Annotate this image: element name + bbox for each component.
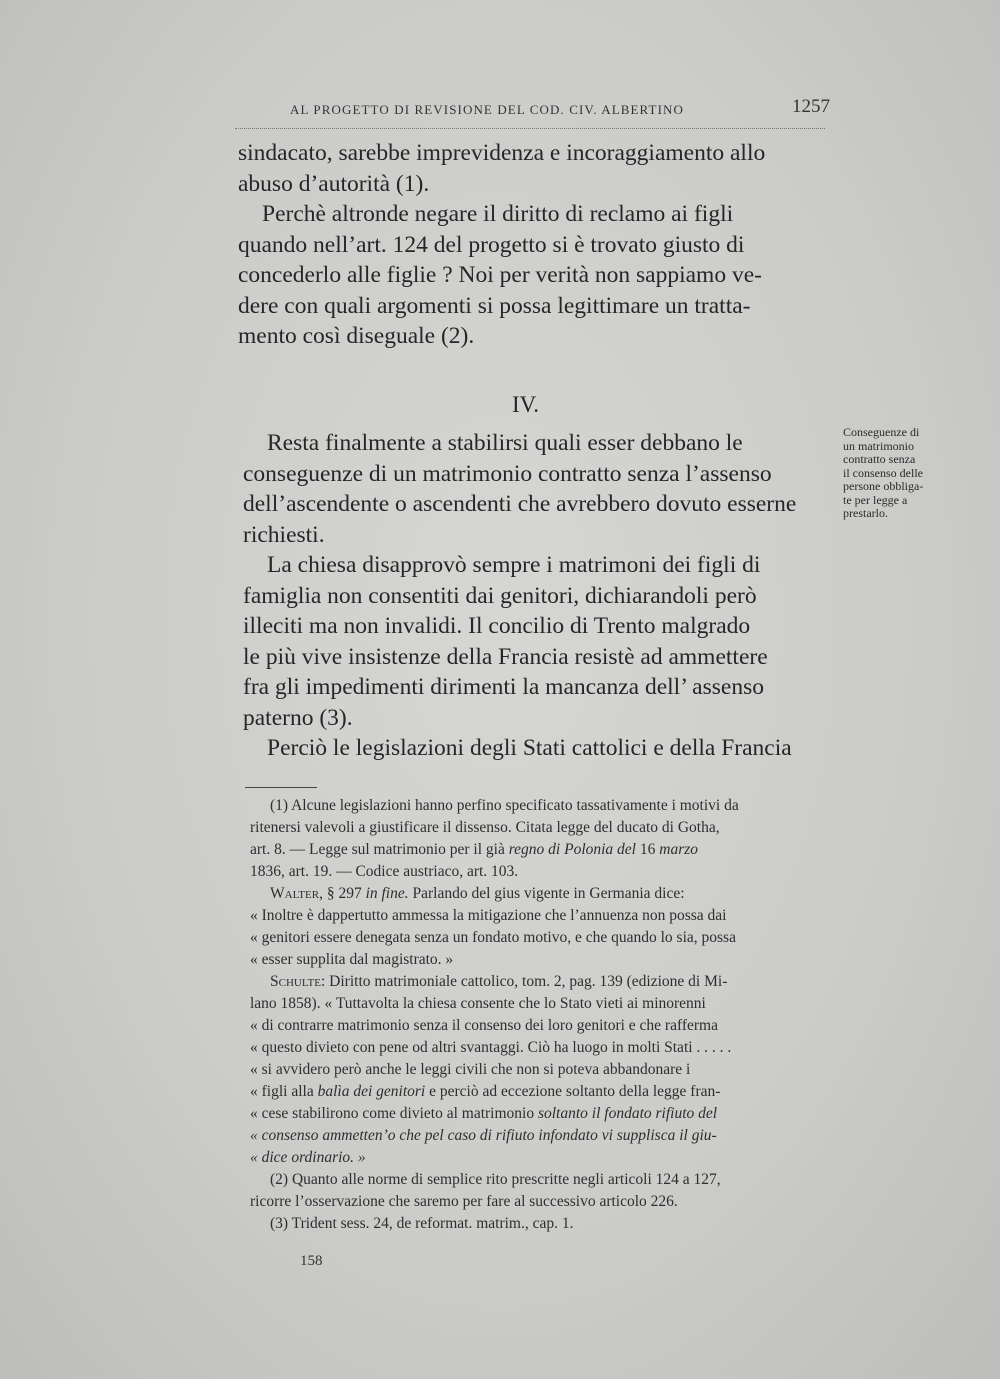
text-line: conseguenze di un matrimonio contratto senza l’assenso — [243, 460, 772, 487]
margin-note-line: Conseguenze di — [843, 425, 920, 439]
body-text-bottom — [243, 428, 838, 764]
footnote-line: (1) Alcune legislazioni hanno perfino specificato tassativamente i motivi da — [270, 797, 739, 814]
footnote-line: « di contrarre matrimonio senza il consenso dei loro genitori e che rafferma — [250, 1017, 718, 1034]
signature-folio: 158 — [300, 1253, 323, 1269]
footnote-line: « consenso ammetten’o che pel caso di rifiuto infondato vi supplisca il giu- — [250, 1127, 717, 1144]
text-line: fra gli impedimenti dirimenti la mancanza dell’ assenso — [243, 674, 764, 700]
section-heading: IV. — [512, 392, 540, 417]
footnote-line: « cese stabilirono come divieto al matrimonio soltanto il fondato rifiuto del — [250, 1105, 718, 1122]
margin-note-line: contratto senza — [843, 452, 916, 466]
text-line: quando nell’art. 124 del progetto si è trovato giusto di — [238, 231, 745, 258]
text-line: Perciò le legislazioni degli Stati cattolici e della Francia — [267, 735, 792, 761]
footnote-rule — [245, 787, 317, 788]
footnote-line: « genitori essere denegata senza un fondato motivo, e che quando lo sia, possa — [250, 929, 736, 946]
text-line: concederlo alle figlie ? Noi per verità non sappiamo ve- — [238, 262, 762, 288]
footnote-line: « si avvidero però anche le leggi civili che non si poteva abbandonare i — [250, 1061, 691, 1078]
footnote-line: Walter, § 297 in fine. Parlando del gius vigente in Germania dice: — [270, 885, 685, 902]
text-line: illeciti ma non invalidi. Il concilio di Trento malgrado — [243, 613, 751, 639]
footnote-line: (3) Trident sess. 24, de reformat. matrim., cap. 1. — [270, 1215, 574, 1232]
text-line: dell’ascendente o ascendenti che avrebbero dovuto esserne — [243, 491, 797, 517]
running-header — [290, 96, 830, 126]
footnote-line: « esser supplita dal magistrato. » — [250, 951, 454, 968]
header-rule — [235, 128, 825, 129]
text-line: sindacato, sarebbe imprevidenza e incoraggiamento allo — [238, 140, 766, 166]
margin-note-line: persone obbliga- — [843, 479, 924, 493]
footnote-line: ricorre l’osservazione che saremo per fare al successivo articolo 226. — [250, 1193, 678, 1210]
margin-note — [843, 426, 958, 521]
footnote-line: Schulte: Diritto matrimoniale cattolico, tom. 2, pag. 139 (edizione di Mi- — [270, 973, 728, 990]
margin-note-line: un matrimonio — [843, 438, 914, 453]
footnote-line: « dice ordinario. » — [250, 1149, 366, 1166]
footnotes — [250, 795, 845, 1235]
footnote-line: lano 1858). « Tuttavolta la chiesa consente che lo Stato vieti ai minorenni — [250, 995, 706, 1012]
text-line: Perchè altronde negare il diritto di reclamo ai figli — [262, 201, 734, 227]
footnote-line: « questo divieto con pene od altri svantaggi. Ciò ha luogo in molti Stati . . . . . — [250, 1039, 732, 1056]
footnote-line: 1836, art. 19. — Codice austriaco, art. 103. — [250, 863, 519, 880]
text-line: famiglia non consentiti dai genitori, dichiarandoli però — [243, 582, 757, 609]
running-title: AL PROGETTO DI REVISIONE DEL COD. CIV. ALBERTINO — [290, 102, 684, 117]
text-line: abuso d’autorità (1). — [238, 170, 430, 197]
footnote-line: ritenersi valevoli a giustificare il dissenso. Citata legge del ducato di Gotha, — [250, 819, 720, 836]
text-line: Resta finalmente a stabilirsi quali esser debbano le — [267, 430, 743, 456]
margin-note-line: prestarlo. — [843, 506, 888, 520]
text-line: La chiesa disapprovò sempre i matrimoni dei figli di — [267, 552, 761, 578]
footnote-line: « Inoltre è dappertutto ammessa la mitigazione che l’annuenza non possa dai — [250, 907, 727, 924]
text-line: mento così diseguale (2). — [238, 323, 475, 349]
text-line: dere con quali argomenti si possa legittimare un tratta- — [238, 292, 751, 319]
margin-note-line: te per legge a — [843, 492, 908, 507]
footnote-line: « figli alla balìa dei genitori e perciò ad eccezione soltanto della legge fran- — [250, 1083, 721, 1100]
margin-note-line: il consenso delle — [843, 465, 923, 480]
footnote-line: (2) Quanto alle norme di semplice rito prescritte negli articoli 124 a 127, — [270, 1171, 721, 1188]
page-number: 1257 — [792, 96, 830, 117]
footnote-line: art. 8. — Legge sul matrimonio per il già regno di Polonia del 16 marzo — [250, 841, 699, 858]
text-line: richiesti. — [243, 521, 325, 548]
body-text-top — [238, 138, 828, 352]
text-line: paterno (3). — [243, 704, 353, 731]
text-line: le più vive insistenze della Francia resistè ad ammettere — [243, 643, 768, 670]
